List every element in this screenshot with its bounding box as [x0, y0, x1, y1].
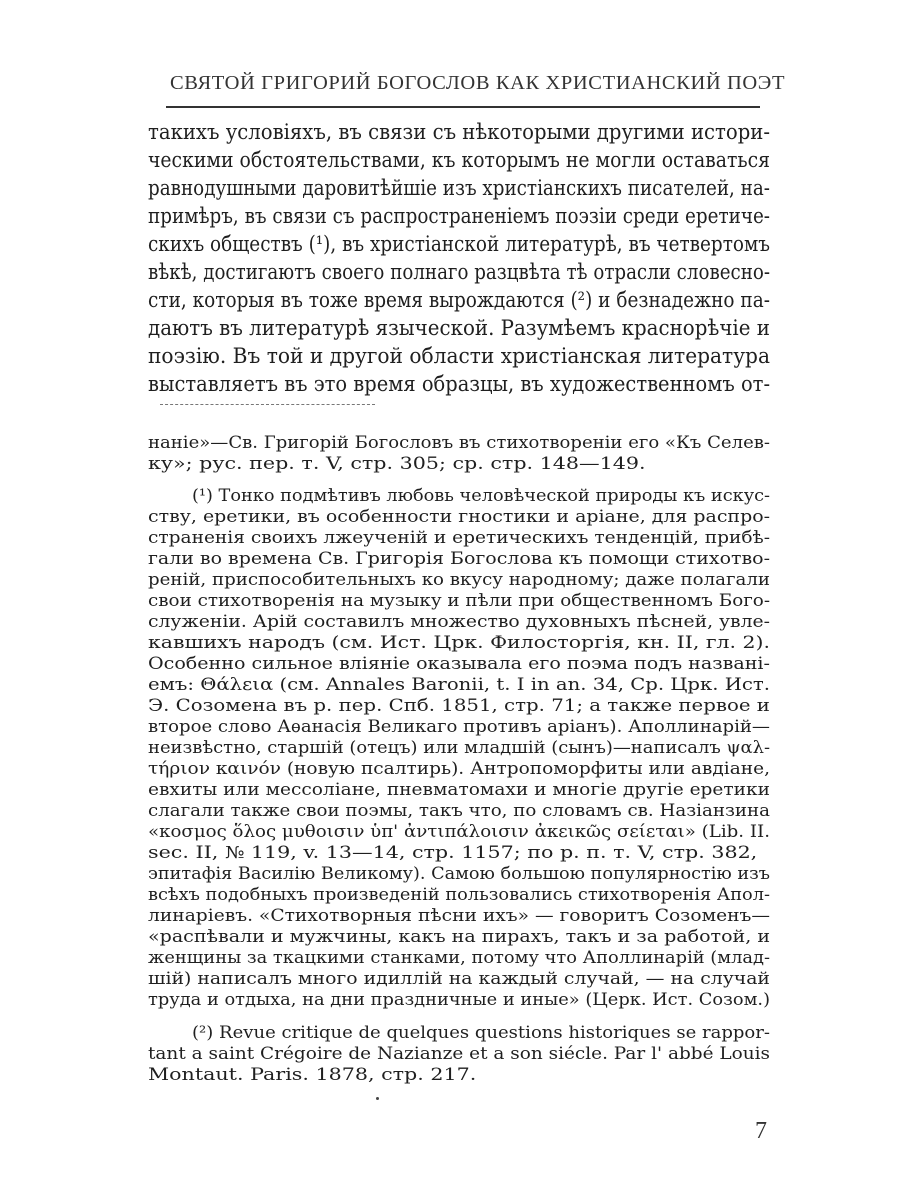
footnote-line: (¹) Тонко подмѣтивъ любовь человѣческой природы къ искус-: [192, 486, 771, 505]
running-head: СВЯТОЙ ГРИГОРИЙ БОГОСЛОВ КАК ХРИСТИАНСКИЙ ПОЭТ: [170, 72, 786, 94]
body-line: ческими обстоятельствами, къ которымъ не могли оставаться: [148, 148, 770, 172]
footnote-line: неизвѣстно, старшій (отецъ) или младшій (сынъ)—написалъ ψαλ-: [148, 738, 771, 757]
body-line: выставляетъ въ это время образцы, въ художественномъ от-: [148, 372, 771, 396]
footnote-line: «κοσμος ὅλος μυθοισιν ὑπ' ἀντιπάλοισιν ἀκεικῶς σείεται» (Lib. II.: [148, 822, 770, 841]
footnote-line: эпитафія Василію Великому). Самою большою популярностію изъ: [148, 864, 771, 883]
footnote-line: второе слово Аѳанасія Великаго противъ аріанъ). Аполлинарій—: [148, 717, 770, 736]
body-line: вѣкѣ, достигаютъ своего полнаго разцвѣта тѣ отрасли словесно-: [148, 260, 770, 284]
footnote-line: Особенно сильное вліяніе оказывала его поэма подъ названі-: [148, 654, 770, 673]
header-rule: [166, 106, 760, 108]
footnote-line: евхиты или мессоліане, пневматомахи и многіе другіе еретики: [148, 780, 770, 799]
footnote-line: tant a saint Crégoire de Nazianze et a son siécle. Par l' abbé Louis: [148, 1044, 771, 1063]
print-speck: [376, 1097, 379, 1100]
body-line: скихъ обществъ (¹), въ христіанской литературѣ, въ четвертомъ: [148, 232, 771, 256]
footnote-line: всѣхъ подобныхъ произведеній пользовались стихотворенія Апол-: [148, 885, 770, 904]
body-line: равнодушными даровитѣйшіе изъ христіанскихъ писателей, на-: [148, 176, 770, 200]
footnote-line: слагали также свои поэмы, такъ что, по словамъ св. Назіанзина: [148, 801, 771, 820]
footnote-line: ку»; рус. пер. т. V, стр. 305; ср. стр. 148—149.: [148, 454, 646, 473]
body-line: поэзію. Въ той и другой области христіанская литература: [148, 344, 770, 368]
footnote-line: Э. Созомена въ р. пер. Спб. 1851, стр. 71; а также первое и: [148, 696, 770, 715]
footnote-line: ству, еретики, въ особенности гностики и аріане, для распро-: [148, 507, 771, 526]
footnote-line: страненія своихъ лжеученій и еретическихъ тенденцій, прибѣ-: [148, 528, 771, 547]
footnote-line: sec. II, № 119, v. 13—14, стр. 1157; по р. п. т. V, стр. 382,: [148, 843, 758, 862]
footnote-line: кавшихъ народъ (см. Ист. Црк. Филосторгія, кн. II, гл. 2).: [148, 633, 771, 652]
footnote-line: свои стихотворенія на музыку и пѣли при общественномъ Бого-: [148, 591, 771, 610]
footnote-line: емъ: Θάλεια (см. Annales Baronii, t. I in an. 34, Ср. Црк. Ист.: [148, 675, 771, 694]
footnote-line: τήριον καινόν (новую псалтирь). Антропоморфиты или авдіане,: [148, 759, 770, 778]
page-number: 7: [755, 1118, 767, 1144]
footnote-line: «распѣвали и мужчины, какъ на пирахъ, такъ и за работой, и: [148, 927, 771, 946]
footnote-line: наніе»—Св. Григорій Богословъ въ стихотвореніи его «Къ Селев-: [148, 433, 771, 452]
footnote-line: (²) Revue critique de quelques questions historiques se rappor-: [192, 1023, 770, 1042]
body-line: даютъ въ литературѣ языческой. Разумѣемъ краснорѣчіе и: [148, 316, 770, 340]
footnote-separator: [160, 404, 375, 405]
footnote-line: женщины за ткацкими станками, потому что Аполлинарій (млад-: [148, 948, 771, 967]
footnote-line: шій) написалъ много идиллій на каждый случай, — на случай: [148, 969, 770, 988]
footnote-line: гали во времена Св. Григорія Богослова къ помощи стихотво-: [148, 549, 770, 568]
body-line: примѣръ, въ связи съ распространеніемъ поэзіи среди еретиче-: [148, 204, 771, 228]
footnote-line: реній, приспособительныхъ ко вкусу народному; даже полагали: [148, 570, 770, 589]
body-line: сти, которыя въ тоже время вырождаются (²) и безнадежно па-: [148, 288, 770, 312]
footnote-line: служеніи. Арій составилъ множество духовныхъ пѣсней, увле-: [148, 612, 770, 631]
footnote-line: линаріевъ. «Стихотворныя пѣсни ихъ» — говоритъ Созоменъ—: [148, 906, 771, 925]
footnote-line: Montaut. Paris. 1878, стр. 217.: [148, 1065, 477, 1084]
footnote-line: труда и отдыха, на дни праздничные и иные» (Церк. Ист. Созом.): [148, 990, 771, 1009]
body-line: такихъ условіяхъ, въ связи съ нѣкоторыми другими истори-: [148, 120, 771, 144]
